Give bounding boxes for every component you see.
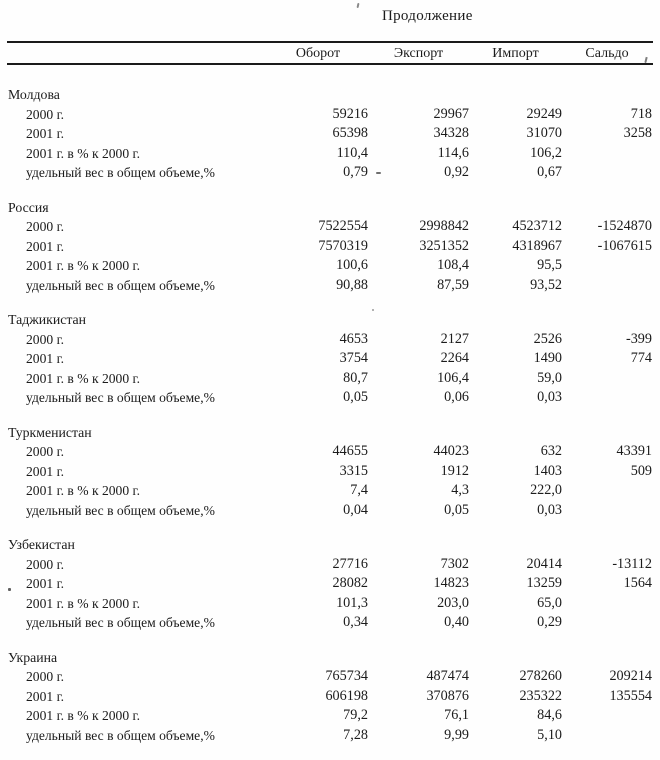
row-label: 2001 г. в % к 2000 г. (26, 708, 140, 723)
table-row (8, 706, 652, 726)
country-label: Молдова (8, 87, 60, 102)
cell-value: 34328 (433, 125, 469, 141)
table-row (8, 667, 652, 687)
row-label: 2000 г. (26, 106, 65, 122)
cell-value: 110,4 (336, 144, 368, 161)
country-label: Туркменистан (8, 424, 92, 440)
cell-value: 606198 (325, 687, 368, 704)
cell-value (562, 481, 652, 501)
column-header-saldo: Сальдо (585, 46, 629, 61)
cell-value: 3258 (623, 125, 652, 141)
cell-value: 101,3 (336, 594, 368, 611)
cell-value: 79,2 (343, 707, 368, 723)
row-label: удельный вес в общем объеме,% (26, 727, 215, 743)
cell-value: 1490 (533, 350, 562, 366)
country-label: Украина (8, 649, 58, 665)
cell-value: 222,0 (530, 482, 562, 498)
cell-value: 0,40 (444, 614, 469, 630)
row-label: удельный вес в общем объеме,% (26, 502, 215, 518)
cell-value: 13259 (526, 575, 562, 591)
cell-value: 774 (630, 350, 652, 366)
table-row (8, 481, 652, 501)
cell-value: 1403 (533, 462, 562, 479)
cell-value: 65398 (332, 125, 368, 141)
table-row (8, 555, 652, 575)
table-row (8, 105, 652, 125)
cell-value: 203,0 (437, 594, 469, 611)
country-group (8, 535, 652, 633)
cell-value: 108,4 (437, 257, 469, 273)
cell-value: 2264 (440, 350, 469, 366)
cell-value: 2127 (440, 330, 469, 347)
cell-value: 0,79 (343, 164, 368, 180)
cell-value: 278260 (519, 668, 562, 684)
cell-value: 3315 (339, 462, 368, 479)
cell-value: 31070 (526, 125, 562, 141)
cell-value: 114,6 (437, 144, 469, 161)
cell-value: 20414 (526, 555, 562, 572)
table-body (8, 85, 652, 745)
cell-value: 135554 (609, 687, 652, 704)
country-group (8, 423, 652, 521)
table-row (8, 276, 652, 296)
cell-value: -13112 (612, 555, 652, 572)
cell-value: 718 (630, 105, 652, 122)
cell-value: 1912 (440, 462, 469, 479)
cell-value: -1067615 (597, 237, 652, 254)
table-row (8, 726, 652, 746)
column-header-stub (7, 45, 268, 62)
cell-value: 370876 (426, 687, 469, 704)
cell-value: 44023 (433, 443, 469, 459)
row-label: 2001 г. в % к 2000 г. (26, 145, 140, 161)
row-label: удельный вес в общем объеме,% (26, 390, 215, 405)
cell-value: 0,67 (537, 164, 562, 180)
cell-value: 4,3 (451, 482, 469, 498)
country-label: Узбекистан (8, 537, 75, 552)
table-row (8, 442, 652, 462)
table-row (8, 501, 652, 521)
cell-value: 100,6 (336, 257, 368, 273)
cell-value: 84,6 (537, 707, 562, 723)
table-row (8, 687, 652, 707)
row-label: 2000 г. (26, 444, 65, 459)
cell-value: 7302 (440, 555, 469, 572)
cell-value: 90,88 (336, 276, 368, 293)
cell-value: 106,2 (530, 144, 562, 161)
table-row (8, 124, 652, 144)
cell-value: 7,28 (343, 726, 368, 743)
column-header-import: Импорт (492, 46, 539, 61)
cell-value: 235322 (519, 687, 562, 704)
cell-value: 29249 (526, 105, 562, 122)
cell-value (562, 613, 652, 633)
table-row (8, 613, 652, 633)
table-row (8, 594, 652, 614)
cell-value: 2998842 (419, 218, 469, 234)
row-label: 2001 г. в % к 2000 г. (26, 483, 140, 498)
country-group (8, 198, 652, 296)
cell-value: 59,0 (537, 369, 562, 386)
row-label: 2001 г. (26, 688, 65, 704)
cell-value: 28082 (332, 575, 368, 591)
row-label: 2000 г. (26, 669, 65, 684)
cell-value: 1564 (623, 575, 652, 591)
cell-value: 59216 (332, 105, 368, 122)
cell-value: -399 (625, 330, 652, 347)
cell-value: 7,4 (350, 482, 368, 498)
cell-value: 509 (630, 462, 652, 479)
row-label: 2001 г. (26, 576, 65, 591)
page-title: Продолжение (382, 8, 473, 24)
table-row (8, 217, 652, 237)
column-header-eksport: Экспорт (393, 46, 444, 61)
cell-value: 2526 (533, 330, 562, 347)
cell-value: 0,03 (537, 389, 562, 405)
table-header (7, 41, 653, 65)
row-label: 2001 г. в % к 2000 г. (26, 595, 140, 611)
country-label: Россия (8, 199, 49, 215)
table-row (8, 349, 652, 369)
cell-value: 7522554 (318, 218, 368, 234)
row-label: 2001 г. в % к 2000 г. (26, 258, 140, 273)
cell-value (562, 388, 652, 408)
cell-value: 29967 (433, 105, 469, 122)
cell-value: 7570319 (318, 237, 368, 254)
cell-value: 44655 (332, 443, 368, 459)
table-row (8, 574, 652, 594)
cell-value: 0,06 (444, 389, 469, 405)
table-row (8, 462, 652, 482)
cell-value: 106,4 (437, 369, 469, 386)
table-row (8, 330, 652, 350)
table-row (8, 163, 652, 183)
table-header-row (7, 43, 653, 63)
cell-value: 0,03 (537, 501, 562, 518)
cell-value: 3754 (339, 350, 368, 366)
scan-speck (8, 588, 11, 591)
cell-value: -1524870 (597, 218, 652, 234)
cell-value (562, 144, 652, 164)
country-group (8, 310, 652, 408)
row-label: удельный вес в общем объеме,% (26, 165, 215, 180)
cell-value (562, 594, 652, 614)
table-row (8, 388, 652, 408)
cell-value: 4653 (339, 330, 368, 347)
cell-value (562, 369, 652, 389)
country-group (8, 648, 652, 746)
cell-value: 65,0 (537, 594, 562, 611)
scan-speck (357, 3, 360, 8)
row-label: 2000 г. (26, 331, 65, 347)
table-row (8, 369, 652, 389)
cell-value: 0,05 (343, 389, 368, 405)
cell-value: 43391 (616, 443, 652, 459)
cell-value: 209214 (609, 668, 652, 684)
row-label: 2001 г. в % к 2000 г. (26, 370, 140, 386)
scan-speck (376, 172, 381, 174)
cell-value: 9,99 (444, 726, 469, 743)
cell-value: 93,52 (530, 276, 562, 293)
table-row (8, 144, 652, 164)
cell-value: 0,34 (343, 614, 368, 630)
cell-value: 80,7 (343, 369, 368, 386)
cell-value: 27716 (332, 555, 368, 572)
cell-value (562, 163, 652, 183)
cell-value (562, 501, 652, 521)
cell-value: 765734 (325, 668, 368, 684)
row-label: 2001 г. (26, 238, 65, 254)
cell-value: 0,05 (444, 501, 469, 518)
table-row (8, 237, 652, 257)
country-label: Таджикистан (8, 312, 87, 327)
row-label: удельный вес в общем объеме,% (26, 277, 215, 293)
country-group (8, 85, 652, 183)
cell-value (562, 706, 652, 726)
cell-value: 487474 (426, 668, 469, 684)
cell-value: 3251352 (419, 237, 469, 254)
row-label: 2000 г. (26, 556, 65, 572)
cell-value: 14823 (433, 575, 469, 591)
row-label: 2001 г. (26, 126, 65, 141)
cell-value: 0,92 (444, 164, 469, 180)
cell-value (562, 726, 652, 746)
row-label: 2000 г. (26, 219, 65, 234)
row-label: 2001 г. (26, 463, 65, 479)
cell-value: 87,59 (437, 276, 469, 293)
cell-value: 4523712 (512, 218, 562, 234)
cell-value: 5,10 (537, 726, 562, 743)
cell-value: 0,04 (343, 501, 368, 518)
row-label: удельный вес в общем объеме,% (26, 615, 215, 630)
cell-value: 95,5 (537, 257, 562, 273)
cell-value: 76,1 (444, 707, 469, 723)
row-label: 2001 г. (26, 351, 65, 366)
cell-value (562, 256, 652, 276)
scan-speck (372, 309, 374, 311)
cell-value (562, 276, 652, 296)
cell-value: 0,29 (537, 614, 562, 630)
column-header-oborot: Оборот (295, 46, 341, 61)
cell-value: 632 (540, 443, 562, 459)
cell-value: 4318967 (512, 237, 562, 254)
table-row (8, 256, 652, 276)
